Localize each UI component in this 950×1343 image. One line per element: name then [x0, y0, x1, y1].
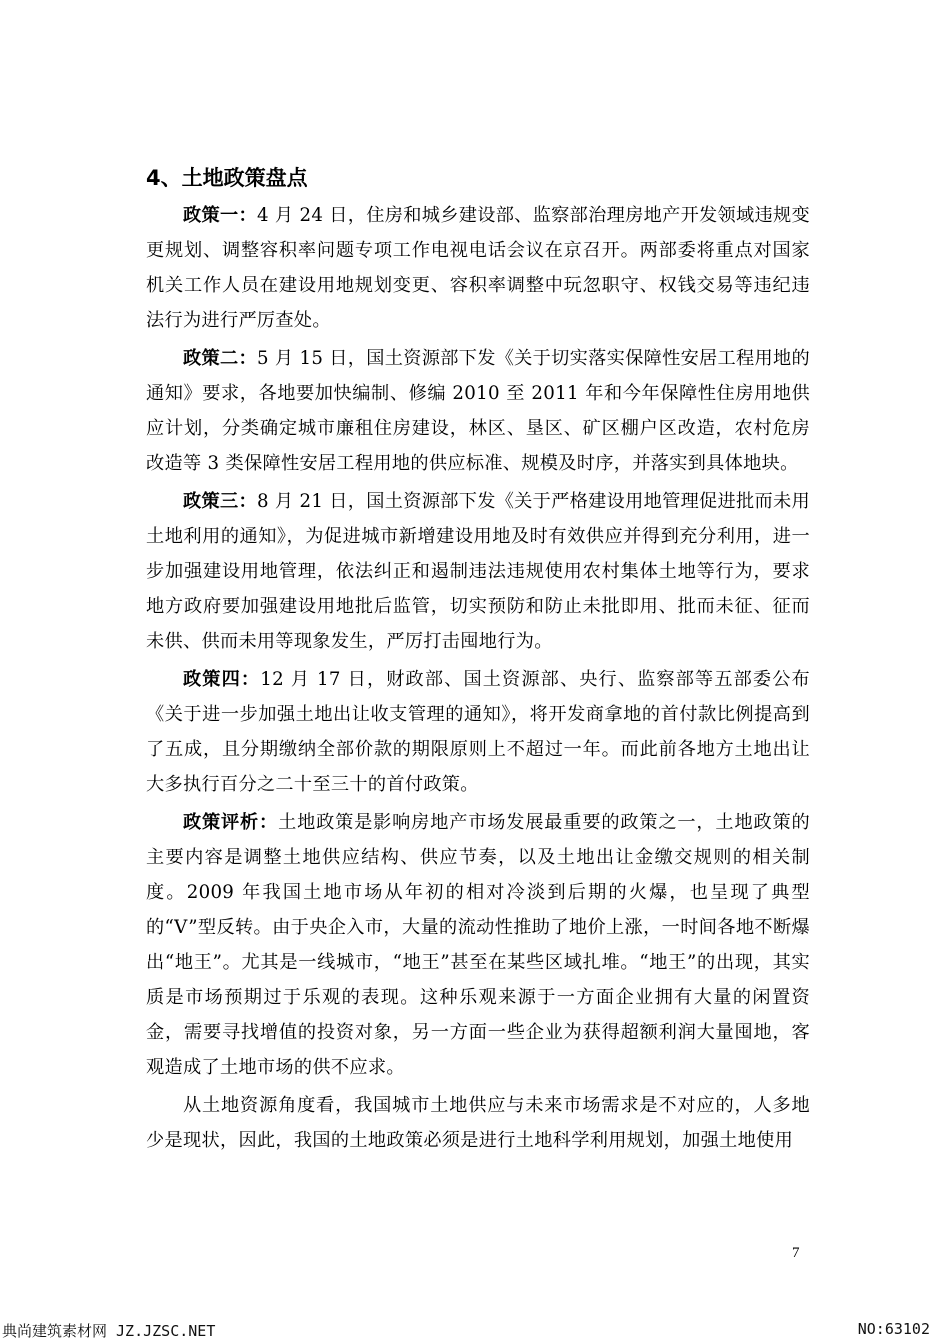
policy-text: 8 月 21 日，国土资源部下发《关于严格建设用地管理促进批而未用土地利用的通知》，为促进城市新增建设用地及时有效供应并得到充分利用，进一步加强建设用地管理，依法纠正和遏制违法违规使用农村集体土地等行为，要求地方政府要加强建设用地批后监管，切实预防和防止未批即用、批而未征、征而未供、供而未用等现象发生，严厉打击囤地行为。 — [146, 491, 810, 652]
policy-analysis-paragraph — [146, 805, 810, 1085]
policy-paragraph-4 — [146, 662, 810, 802]
land-resource-paragraph — [146, 1088, 810, 1158]
policy-label: 政策四： — [183, 669, 261, 690]
policy-label: 政策一： — [183, 205, 257, 226]
page-number: 7 — [792, 1245, 800, 1261]
section-heading: 4、土地政策盘点 — [146, 166, 308, 190]
policy-label: 政策二： — [183, 348, 257, 369]
watermark-number: NO:63102 — [857, 1320, 930, 1338]
policy-text: 5 月 15 日，国土资源部下发《关于切实落实保障性安居工程用地的通知》要求，各地要加快编制、修编 2010 至 2011 年和今年保障性住房用地供应计划，分类确定城市廉租住房建设，林区、垦区、矿区棚户区改造，农村危房改造等 3 类保障性安居工程用地的供应标准、规模及时序，并落实到具体地块。 — [146, 348, 810, 474]
policy-text: 土地政策是影响房地产市场发展最重要的政策之一，土地政策的主要内容是调整土地供应结构、供应节奏，以及土地出让金缴交规则的相关制度。2009 年我国土地市场从年初的相对冷淡到后期的火爆，也呈现了典型的“V”型反转。由于央企入市，大量的流动性推助了地价上涨，一时间各地不断爆出“地王”。尤其是一线城市，“地王”甚至在某些区域扎堆。“地王”的出现，其实质是市场预期过于乐观的表现。这种乐观来源于一方面企业拥有大量的闲置资金，需要寻找增值的投资对象，另一方面一些企业为获得超额利润大量囤地，客观造成了土地市场的供不应求。 — [146, 812, 810, 1078]
paragraph-text: 从土地资源角度看，我国城市土地供应与未来市场需求是不对应的，人多地少是现状，因此，我国的土地政策必须是进行土地科学利用规划，加强土地使用 — [146, 1095, 810, 1151]
policy-text: 12 月 17 日，财政部、国土资源部、央行、监察部等五部委公布《关于进一步加强土地出让收支管理的通知》，将开发商拿地的首付款比例提高到了五成，且分期缴纳全部价款的期限原则上不超过一年。而此前各地方土地出让大多执行百分之二十至三十的首付政策。 — [146, 669, 811, 795]
policy-paragraph-3 — [146, 484, 810, 659]
page-content — [146, 160, 810, 1161]
policy-label: 政策三： — [183, 491, 257, 512]
policy-text: 4 月 24 日，住房和城乡建设部、监察部治理房地产开发领域违规变更规划、调整容积率问题专项工作电视电话会议在京召开。两部委将重点对国家机关工作人员在建设用地规划变更、容积率调整中玩忽职守、权钱交易等违纪违法行为进行严厉查处。 — [146, 205, 810, 331]
watermark-site: 典尚建筑素材网 JZ.JZSC.NET — [2, 1322, 216, 1340]
policy-label: 政策评析： — [183, 812, 279, 833]
policy-paragraph-1 — [146, 198, 810, 338]
policy-paragraph-2 — [146, 341, 810, 481]
